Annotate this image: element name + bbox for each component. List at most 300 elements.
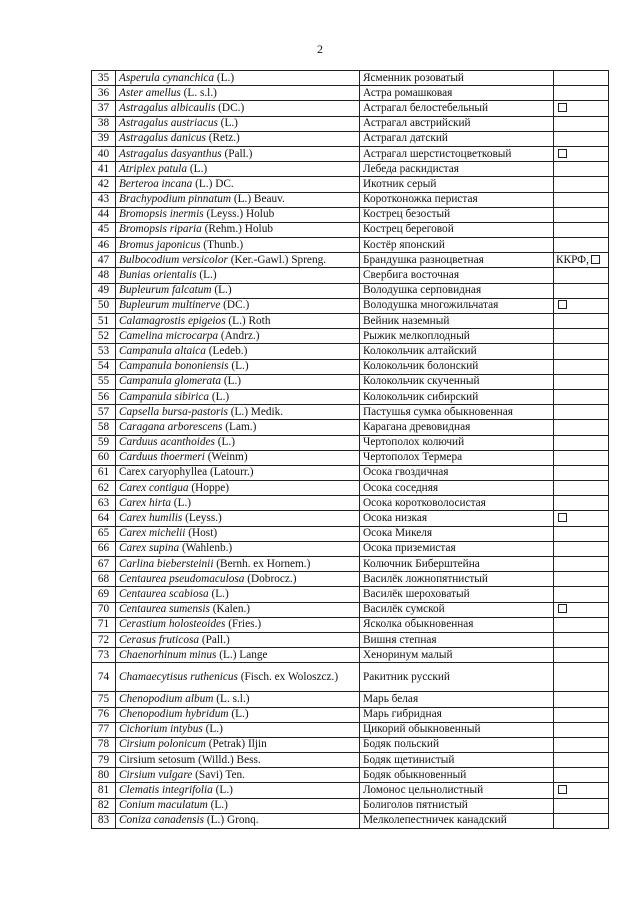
empty-box-icon bbox=[591, 255, 600, 264]
latin-author: (L.) bbox=[202, 723, 223, 736]
latin-genus-species: Carex hirta bbox=[119, 496, 171, 509]
latin-genus-species: Campanula glomerata bbox=[119, 375, 221, 388]
row-number: 52 bbox=[92, 329, 116, 344]
latin-name-cell bbox=[116, 663, 360, 692]
row-number: 82 bbox=[92, 798, 116, 813]
status-cell bbox=[554, 177, 609, 192]
latin-name-cell bbox=[116, 587, 360, 602]
latin-author: (Kalen.) bbox=[209, 603, 251, 616]
russian-name: Колючник Биберштейна bbox=[360, 557, 554, 572]
latin-name-cell bbox=[116, 116, 360, 131]
row-number: 62 bbox=[92, 481, 116, 496]
table-row bbox=[92, 420, 609, 435]
latin-name-cell bbox=[116, 632, 360, 647]
latin-name-cell bbox=[116, 86, 360, 101]
latin-author: (Ker.-Gawl.) Spreng. bbox=[227, 253, 327, 266]
status-cell bbox=[554, 798, 609, 813]
row-number: 47 bbox=[92, 253, 116, 268]
russian-name: Осока низкая bbox=[360, 511, 554, 526]
russian-name: Кострец безостый bbox=[360, 207, 554, 222]
latin-name-cell bbox=[116, 71, 360, 86]
latin-author: (Fries.) bbox=[225, 618, 262, 631]
latin-name-cell bbox=[116, 572, 360, 587]
latin-name-cell bbox=[116, 344, 360, 359]
table-row bbox=[92, 753, 609, 768]
table-row bbox=[92, 768, 609, 783]
table-row bbox=[92, 541, 609, 556]
status-cell bbox=[554, 768, 609, 783]
russian-name: Василёк сумской bbox=[360, 602, 554, 617]
table-row bbox=[92, 283, 609, 298]
latin-genus-species: Chenopodium album bbox=[119, 692, 214, 705]
russian-name: Коротконожка перистая bbox=[360, 192, 554, 207]
latin-name-cell bbox=[116, 131, 360, 146]
empty-box-icon bbox=[558, 604, 567, 613]
status-cell bbox=[554, 314, 609, 329]
row-number: 71 bbox=[92, 617, 116, 632]
russian-name: Ясколка обыкновенная bbox=[360, 617, 554, 632]
latin-genus-species: Asperula cynanchica bbox=[119, 71, 215, 84]
latin-author: Cirsium setosum (Willd.) Bess. bbox=[119, 753, 261, 766]
latin-name-cell bbox=[116, 692, 360, 707]
latin-name-cell bbox=[116, 798, 360, 813]
russian-name: Мелколепестничек канадский bbox=[360, 813, 554, 828]
russian-name: Лебеда раскидистая bbox=[360, 162, 554, 177]
russian-name: Свербига восточная bbox=[360, 268, 554, 283]
row-number: 56 bbox=[92, 389, 116, 404]
empty-box-icon bbox=[558, 103, 567, 112]
russian-name: Ломонос цельнолистный bbox=[360, 783, 554, 798]
latin-genus-species: Caragana arborescens bbox=[119, 420, 223, 433]
row-number: 76 bbox=[92, 707, 116, 722]
status-cell bbox=[554, 617, 609, 632]
russian-name: Чертополох Термера bbox=[360, 450, 554, 465]
table-row bbox=[92, 663, 609, 692]
table-row bbox=[92, 648, 609, 663]
status-cell bbox=[554, 162, 609, 177]
table-row bbox=[92, 207, 609, 222]
russian-name: Бодяк щетинистый bbox=[360, 753, 554, 768]
species-table-body bbox=[92, 71, 609, 829]
latin-author: (L.) bbox=[228, 708, 249, 721]
status-cell bbox=[554, 753, 609, 768]
latin-author: (L.) bbox=[228, 360, 249, 373]
latin-genus-species: Campanula bononiensis bbox=[119, 360, 229, 373]
row-number: 72 bbox=[92, 632, 116, 647]
latin-name-cell bbox=[116, 541, 360, 556]
table-row bbox=[92, 450, 609, 465]
latin-genus-species: Bulbocodium versicolor bbox=[119, 253, 228, 266]
status-cell bbox=[554, 359, 609, 374]
status-cell bbox=[554, 465, 609, 480]
latin-name-cell bbox=[116, 329, 360, 344]
status-cell bbox=[554, 344, 609, 359]
latin-name-cell bbox=[116, 465, 360, 480]
table-row bbox=[92, 162, 609, 177]
latin-author: (Fisch. ex Woloszcz.) bbox=[237, 670, 339, 683]
latin-author: (L.) Beauv. bbox=[231, 193, 285, 206]
latin-genus-species: Bromus japonicus bbox=[119, 238, 201, 251]
row-number: 66 bbox=[92, 541, 116, 556]
latin-author: (Retz.) bbox=[205, 132, 240, 145]
table-row bbox=[92, 405, 609, 420]
status-cell bbox=[554, 663, 609, 692]
russian-name: Бодяк обыкновенный bbox=[360, 768, 554, 783]
status-cell bbox=[554, 86, 609, 101]
russian-name: Ясменник розоватый bbox=[360, 71, 554, 86]
russian-name: Марь белая bbox=[360, 692, 554, 707]
russian-name: Астрагал белостебельный bbox=[360, 101, 554, 116]
row-number: 45 bbox=[92, 222, 116, 237]
russian-name: Карагана древовидная bbox=[360, 420, 554, 435]
status-cell bbox=[554, 587, 609, 602]
table-row bbox=[92, 359, 609, 374]
empty-box-icon bbox=[558, 785, 567, 794]
table-row bbox=[92, 617, 609, 632]
russian-name: Костёр японский bbox=[360, 238, 554, 253]
latin-name-cell bbox=[116, 101, 360, 116]
latin-genus-species: Cerasus fruticosa bbox=[119, 633, 200, 646]
russian-name: Володушка серповидная bbox=[360, 283, 554, 298]
latin-genus-species: Astragalus dasyanthus bbox=[119, 147, 222, 160]
table-row bbox=[92, 783, 609, 798]
table-row bbox=[92, 389, 609, 404]
latin-genus-species: Carduus acanthoides bbox=[119, 436, 215, 449]
row-number: 73 bbox=[92, 648, 116, 663]
latin-author: (L.) Medik. bbox=[227, 405, 284, 418]
latin-name-cell bbox=[116, 268, 360, 283]
status-cell bbox=[554, 374, 609, 389]
table-row bbox=[92, 86, 609, 101]
row-number: 46 bbox=[92, 238, 116, 253]
latin-genus-species: Astragalus danicus bbox=[119, 132, 206, 145]
status-cell bbox=[554, 648, 609, 663]
table-row bbox=[92, 238, 609, 253]
row-number: 78 bbox=[92, 737, 116, 752]
latin-genus-species: Cichorium intybus bbox=[119, 723, 203, 736]
latin-name-cell bbox=[116, 162, 360, 177]
table-row bbox=[92, 268, 609, 283]
latin-name-cell bbox=[116, 496, 360, 511]
row-number: 77 bbox=[92, 722, 116, 737]
russian-name: Астрагал шерстистоцветковый bbox=[360, 146, 554, 161]
latin-name-cell bbox=[116, 783, 360, 798]
latin-author: (Rehm.) Holub bbox=[201, 223, 273, 236]
row-number: 57 bbox=[92, 405, 116, 420]
status-cell bbox=[554, 783, 609, 798]
row-number: 49 bbox=[92, 283, 116, 298]
latin-author: (L.) bbox=[187, 162, 208, 175]
row-number: 65 bbox=[92, 526, 116, 541]
latin-genus-species: Centaurea scabiosa bbox=[119, 587, 209, 600]
status-cell bbox=[554, 541, 609, 556]
row-number: 79 bbox=[92, 753, 116, 768]
latin-name-cell bbox=[116, 450, 360, 465]
russian-name: Пастушья сумка обыкновенная bbox=[360, 405, 554, 420]
latin-genus-species: Campanula altaica bbox=[119, 344, 206, 357]
russian-name: Рыжик мелкоплодный bbox=[360, 329, 554, 344]
latin-author: (L. s.l.) bbox=[213, 692, 250, 705]
status-cell bbox=[554, 131, 609, 146]
table-row bbox=[92, 813, 609, 828]
russian-name: Кострец береговой bbox=[360, 222, 554, 237]
latin-author: (L.) DC. bbox=[192, 177, 234, 190]
status-cell bbox=[554, 192, 609, 207]
row-number: 36 bbox=[92, 86, 116, 101]
table-row bbox=[92, 374, 609, 389]
latin-name-cell bbox=[116, 389, 360, 404]
row-number: 68 bbox=[92, 572, 116, 587]
row-number: 83 bbox=[92, 813, 116, 828]
status-cell bbox=[554, 632, 609, 647]
russian-name: Астрагал австрийский bbox=[360, 116, 554, 131]
status-cell bbox=[554, 420, 609, 435]
latin-genus-species: Centaurea sumensis bbox=[119, 603, 210, 616]
russian-name: Чертополох колючий bbox=[360, 435, 554, 450]
russian-name: Вишня степная bbox=[360, 632, 554, 647]
species-table bbox=[91, 70, 609, 829]
row-number: 70 bbox=[92, 602, 116, 617]
latin-author: (Weinm) bbox=[204, 451, 248, 464]
row-number: 35 bbox=[92, 71, 116, 86]
latin-name-cell bbox=[116, 722, 360, 737]
status-cell bbox=[554, 813, 609, 828]
row-number: 53 bbox=[92, 344, 116, 359]
latin-author: (L.) bbox=[217, 117, 238, 130]
latin-genus-species: Chenopodium hybridum bbox=[119, 708, 229, 721]
russian-name: Марь гибридная bbox=[360, 707, 554, 722]
table-row bbox=[92, 298, 609, 313]
table-row bbox=[92, 707, 609, 722]
latin-author: (Dobrocz.) bbox=[244, 572, 297, 585]
russian-name: Володушка многожильчатая bbox=[360, 298, 554, 313]
latin-genus-species: Conium maculatum bbox=[119, 799, 208, 812]
status-cell bbox=[554, 389, 609, 404]
latin-genus-species: Carex contigua bbox=[119, 481, 189, 494]
latin-name-cell bbox=[116, 177, 360, 192]
russian-name: Василёк шероховатый bbox=[360, 587, 554, 602]
russian-name: Астра ромашковая bbox=[360, 86, 554, 101]
latin-author: (Bernh. ex Hornem.) bbox=[213, 557, 311, 570]
russian-name: Хеноринум малый bbox=[360, 648, 554, 663]
latin-author: (L.) bbox=[211, 284, 232, 297]
latin-name-cell bbox=[116, 192, 360, 207]
latin-genus-species: Chaenorhinum minus bbox=[119, 648, 217, 661]
russian-name: Осока соседняя bbox=[360, 481, 554, 496]
latin-author: (Leyss.) bbox=[182, 512, 222, 525]
latin-author: (DC.) bbox=[215, 101, 245, 114]
table-row bbox=[92, 131, 609, 146]
latin-author: (Host) bbox=[185, 527, 218, 540]
empty-box-icon bbox=[558, 513, 567, 522]
russian-name: Вейник наземный bbox=[360, 314, 554, 329]
latin-name-cell bbox=[116, 813, 360, 828]
status-cell bbox=[554, 526, 609, 541]
latin-author: (Ledeb.) bbox=[205, 344, 248, 357]
table-row bbox=[92, 116, 609, 131]
status-cell bbox=[554, 268, 609, 283]
russian-name: Цикорий обыкновенный bbox=[360, 722, 554, 737]
row-number: 42 bbox=[92, 177, 116, 192]
latin-name-cell bbox=[116, 314, 360, 329]
row-number: 74 bbox=[92, 663, 116, 692]
status-cell bbox=[554, 435, 609, 450]
russian-name: Колокольчик сибирский bbox=[360, 389, 554, 404]
russian-name: Осока приземистая bbox=[360, 541, 554, 556]
russian-name: Василёк ложнопятнистый bbox=[360, 572, 554, 587]
row-number: 44 bbox=[92, 207, 116, 222]
table-row bbox=[92, 222, 609, 237]
status-cell bbox=[554, 253, 609, 268]
latin-genus-species: Cerastium holosteoides bbox=[119, 618, 226, 631]
status-cell bbox=[554, 602, 609, 617]
table-row bbox=[92, 632, 609, 647]
row-number: 58 bbox=[92, 420, 116, 435]
latin-author: (DC.) bbox=[220, 299, 250, 312]
latin-name-cell bbox=[116, 146, 360, 161]
row-number: 54 bbox=[92, 359, 116, 374]
row-number: 61 bbox=[92, 465, 116, 480]
status-cell bbox=[554, 707, 609, 722]
latin-genus-species: Coniza canadensis bbox=[119, 814, 205, 827]
latin-name-cell bbox=[116, 359, 360, 374]
row-number: 60 bbox=[92, 450, 116, 465]
table-row bbox=[92, 146, 609, 161]
table-row bbox=[92, 329, 609, 344]
latin-genus-species: Carex michelii bbox=[119, 527, 186, 540]
latin-name-cell bbox=[116, 405, 360, 420]
latin-genus-species: Atriplex patula bbox=[119, 162, 188, 175]
latin-author: (Pall.) bbox=[199, 633, 230, 646]
latin-name-cell bbox=[116, 617, 360, 632]
table-row bbox=[92, 314, 609, 329]
status-cell bbox=[554, 283, 609, 298]
status-cell bbox=[554, 222, 609, 237]
latin-author: (Lam.) bbox=[222, 420, 257, 433]
status-cell bbox=[554, 405, 609, 420]
latin-name-cell bbox=[116, 557, 360, 572]
latin-genus-species: Carex supina bbox=[119, 542, 180, 555]
status-cell bbox=[554, 737, 609, 752]
row-number: 37 bbox=[92, 101, 116, 116]
table-row bbox=[92, 496, 609, 511]
status-cell bbox=[554, 496, 609, 511]
latin-genus-species: Bromopsis riparia bbox=[119, 223, 202, 236]
latin-name-cell bbox=[116, 481, 360, 496]
status-cell bbox=[554, 207, 609, 222]
row-number: 75 bbox=[92, 692, 116, 707]
latin-author: (Petrak) Iljin bbox=[205, 738, 267, 751]
table-row bbox=[92, 526, 609, 541]
latin-genus-species: Carex humilis bbox=[119, 512, 183, 525]
table-row bbox=[92, 511, 609, 526]
russian-name: Колокольчик скученный bbox=[360, 374, 554, 389]
row-number: 69 bbox=[92, 587, 116, 602]
status-cell bbox=[554, 298, 609, 313]
latin-author: (L.) Gronq. bbox=[204, 814, 259, 827]
latin-author: (L.) Lange bbox=[216, 648, 268, 661]
latin-author: (L.) Roth bbox=[225, 314, 271, 327]
latin-genus-species: Berteroa incana bbox=[119, 177, 193, 190]
latin-genus-species: Calamagrostis epigeios bbox=[119, 314, 226, 327]
row-number: 39 bbox=[92, 131, 116, 146]
latin-name-cell bbox=[116, 753, 360, 768]
status-cell bbox=[554, 238, 609, 253]
table-row bbox=[92, 465, 609, 480]
row-number: 48 bbox=[92, 268, 116, 283]
latin-author: (Pall.) bbox=[221, 147, 253, 160]
latin-author: (L.) bbox=[221, 375, 242, 388]
latin-name-cell bbox=[116, 298, 360, 313]
latin-genus-species: Carlina biebersteinii bbox=[119, 557, 214, 570]
row-number: 81 bbox=[92, 783, 116, 798]
latin-author: (L.) bbox=[208, 587, 229, 600]
status-cell bbox=[554, 101, 609, 116]
latin-name-cell bbox=[116, 222, 360, 237]
latin-author: (Hoppe) bbox=[188, 481, 230, 494]
latin-author: (L.) bbox=[196, 269, 217, 282]
russian-name: Бодяк польский bbox=[360, 737, 554, 752]
latin-genus-species: Astragalus austriacus bbox=[119, 117, 218, 130]
latin-genus-species: Chamaecytisus ruthenicus bbox=[119, 670, 238, 683]
latin-genus-species: Bupleurum falcatum bbox=[119, 284, 212, 297]
latin-name-cell bbox=[116, 602, 360, 617]
status-cell bbox=[554, 722, 609, 737]
table-row bbox=[92, 253, 609, 268]
table-row bbox=[92, 737, 609, 752]
latin-author: (L.) bbox=[214, 71, 235, 84]
row-number: 51 bbox=[92, 314, 116, 329]
latin-author: (L.) bbox=[170, 496, 192, 509]
latin-name-cell bbox=[116, 253, 360, 268]
latin-author: (L.) bbox=[212, 784, 233, 797]
latin-genus-species: Cirsium vulgare bbox=[119, 768, 193, 781]
russian-name: Брандушка разноцветная bbox=[360, 253, 554, 268]
row-number: 43 bbox=[92, 192, 116, 207]
empty-box-icon bbox=[558, 149, 567, 158]
latin-name-cell bbox=[116, 238, 360, 253]
latin-name-cell bbox=[116, 526, 360, 541]
row-number: 55 bbox=[92, 374, 116, 389]
russian-name: Колокольчик болонский bbox=[360, 359, 554, 374]
empty-box-icon bbox=[558, 300, 567, 309]
table-row bbox=[92, 692, 609, 707]
russian-name: Осока коротковолосистая bbox=[360, 496, 554, 511]
table-row bbox=[92, 481, 609, 496]
latin-name-cell bbox=[116, 374, 360, 389]
latin-author: Carex caryophyllea (Latourr.) bbox=[119, 466, 254, 479]
latin-genus-species: Campanula sibirica bbox=[119, 390, 210, 403]
row-number: 80 bbox=[92, 768, 116, 783]
latin-author: (L.) bbox=[209, 390, 230, 403]
row-number: 41 bbox=[92, 162, 116, 177]
row-number: 50 bbox=[92, 298, 116, 313]
latin-genus-species: Clematis integrifolia bbox=[119, 784, 213, 797]
status-cell bbox=[554, 146, 609, 161]
status-cell bbox=[554, 557, 609, 572]
russian-name: Осока гвоздичная bbox=[360, 465, 554, 480]
table-row bbox=[92, 572, 609, 587]
latin-genus-species: Bromopsis inermis bbox=[119, 208, 204, 221]
status-cell bbox=[554, 692, 609, 707]
russian-name: Ракитник русский bbox=[360, 663, 554, 692]
latin-name-cell bbox=[116, 707, 360, 722]
row-number: 40 bbox=[92, 146, 116, 161]
latin-genus-species: Bupleurum multinerve bbox=[119, 299, 221, 312]
russian-name: Болиголов пятнистый bbox=[360, 798, 554, 813]
latin-name-cell bbox=[116, 283, 360, 298]
russian-name: Астрагал датский bbox=[360, 131, 554, 146]
